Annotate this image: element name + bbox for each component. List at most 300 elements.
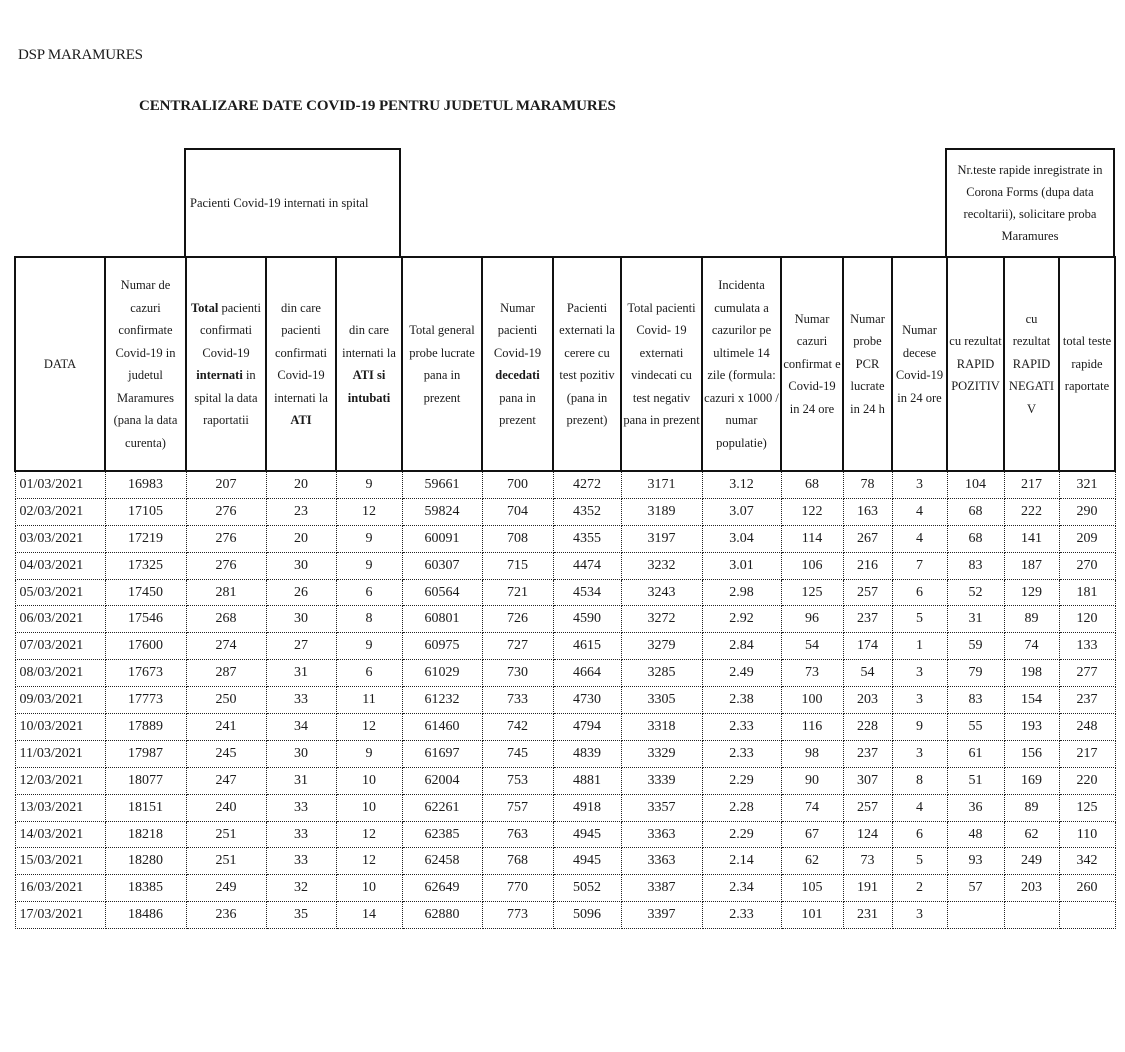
table-header-row bbox=[15, 257, 1115, 471]
cell-pcr-24h: 73 bbox=[843, 848, 892, 875]
cell-data: 14/03/2021 bbox=[15, 821, 105, 848]
cell-rapid-negativ: 169 bbox=[1004, 767, 1059, 794]
cell-rapid-total: 181 bbox=[1059, 579, 1115, 606]
column-header-decedati bbox=[482, 257, 553, 471]
cell-decedati: 753 bbox=[482, 767, 553, 794]
cell-incidenta: 2.33 bbox=[702, 740, 781, 767]
cell-rapid-negativ: 249 bbox=[1004, 848, 1059, 875]
cell-total-internati: 287 bbox=[186, 660, 266, 687]
cell-rapid-pozitiv: 31 bbox=[947, 606, 1004, 633]
cell-data: 12/03/2021 bbox=[15, 767, 105, 794]
column-header-text: Numar de cazuri confirmate Covid-19 in judetul Maramures (pana la data curenta) bbox=[113, 278, 178, 450]
cell-cazuri-confirmate: 17773 bbox=[105, 687, 186, 714]
cell-cazuri-24h: 96 bbox=[781, 606, 843, 633]
column-header-text: Total pacienti Covid- 19 externati vindecati cu test negativ pana in prezent bbox=[623, 300, 700, 427]
column-header-text: pacienti confirmati Covid-19 bbox=[199, 300, 262, 360]
cell-decedati: 730 bbox=[482, 660, 553, 687]
cell-incidenta: 2.92 bbox=[702, 606, 781, 633]
column-header-text: cu rezultat RAPID NEGATI V bbox=[1008, 311, 1055, 416]
cell-rapid-total: 110 bbox=[1059, 821, 1115, 848]
cell-externati-vindecati: 3357 bbox=[621, 794, 702, 821]
cell-externati-cerere: 4918 bbox=[553, 794, 621, 821]
cell-internati-ati: 33 bbox=[266, 821, 336, 848]
cell-total-probe: 62649 bbox=[402, 875, 482, 902]
table-row bbox=[15, 471, 1115, 498]
cell-cazuri-24h: 74 bbox=[781, 794, 843, 821]
table-row bbox=[15, 552, 1115, 579]
cell-externati-vindecati: 3189 bbox=[621, 498, 702, 525]
cell-decedati: 757 bbox=[482, 794, 553, 821]
cell-total-internati: 247 bbox=[186, 767, 266, 794]
cell-decedati: 721 bbox=[482, 579, 553, 606]
cell-pcr-24h: 237 bbox=[843, 740, 892, 767]
cell-externati-cerere: 5096 bbox=[553, 902, 621, 929]
cell-data: 04/03/2021 bbox=[15, 552, 105, 579]
cell-externati-cerere: 4664 bbox=[553, 660, 621, 687]
cell-incidenta: 2.33 bbox=[702, 714, 781, 741]
cell-total-probe: 60564 bbox=[402, 579, 482, 606]
cell-externati-vindecati: 3305 bbox=[621, 687, 702, 714]
cell-decese-24h: 1 bbox=[892, 633, 947, 660]
cell-rapid-pozitiv: 59 bbox=[947, 633, 1004, 660]
cell-decese-24h: 3 bbox=[892, 660, 947, 687]
cell-rapid-total: 125 bbox=[1059, 794, 1115, 821]
cell-cazuri-confirmate: 17219 bbox=[105, 525, 186, 552]
cell-externati-cerere: 4730 bbox=[553, 687, 621, 714]
cell-data: 09/03/2021 bbox=[15, 687, 105, 714]
cell-ati-intubati: 9 bbox=[336, 552, 402, 579]
cell-decese-24h: 4 bbox=[892, 525, 947, 552]
cell-total-internati: 276 bbox=[186, 552, 266, 579]
column-header-incidenta bbox=[702, 257, 781, 471]
cell-pcr-24h: 237 bbox=[843, 606, 892, 633]
cell-decese-24h: 3 bbox=[892, 471, 947, 498]
cell-externati-cerere: 4945 bbox=[553, 848, 621, 875]
cell-pcr-24h: 257 bbox=[843, 794, 892, 821]
cell-total-probe: 61460 bbox=[402, 714, 482, 741]
cell-decedati: 742 bbox=[482, 714, 553, 741]
cell-incidenta: 3.12 bbox=[702, 471, 781, 498]
cell-cazuri-24h: 105 bbox=[781, 875, 843, 902]
cell-internati-ati: 35 bbox=[266, 902, 336, 929]
cell-pcr-24h: 54 bbox=[843, 660, 892, 687]
column-header-text: Numar pacienti Covid-19 bbox=[493, 300, 542, 360]
cell-externati-vindecati: 3171 bbox=[621, 471, 702, 498]
document-title: CENTRALIZARE DATE COVID-19 PENTRU JUDETUL MARAMURES bbox=[139, 98, 616, 114]
covid-data-table bbox=[14, 256, 1116, 929]
cell-externati-cerere: 5052 bbox=[553, 875, 621, 902]
cell-rapid-pozitiv: 93 bbox=[947, 848, 1004, 875]
cell-externati-cerere: 4945 bbox=[553, 821, 621, 848]
column-header-externati-cerere bbox=[553, 257, 621, 471]
cell-rapid-pozitiv: 79 bbox=[947, 660, 1004, 687]
cell-data: 05/03/2021 bbox=[15, 579, 105, 606]
column-header-text: decedati bbox=[495, 368, 540, 382]
cell-externati-vindecati: 3285 bbox=[621, 660, 702, 687]
cell-total-probe: 61029 bbox=[402, 660, 482, 687]
column-header-total-internati bbox=[186, 257, 266, 471]
cell-decedati: 770 bbox=[482, 875, 553, 902]
column-header-cazuri-24h bbox=[781, 257, 843, 471]
cell-pcr-24h: 163 bbox=[843, 498, 892, 525]
cell-externati-cerere: 4794 bbox=[553, 714, 621, 741]
column-header-ati-intubati bbox=[336, 257, 402, 471]
cell-decese-24h: 6 bbox=[892, 821, 947, 848]
cell-externati-vindecati: 3329 bbox=[621, 740, 702, 767]
cell-rapid-negativ: 141 bbox=[1004, 525, 1059, 552]
cell-cazuri-24h: 125 bbox=[781, 579, 843, 606]
cell-incidenta: 2.29 bbox=[702, 821, 781, 848]
cell-rapid-total: 277 bbox=[1059, 660, 1115, 687]
table-row bbox=[15, 740, 1115, 767]
cell-total-internati: 240 bbox=[186, 794, 266, 821]
cell-rapid-total: 270 bbox=[1059, 552, 1115, 579]
cell-externati-cerere: 4881 bbox=[553, 767, 621, 794]
column-header-text: Incidenta cumulata a cazurilor pe ultimele 14 zile (formula: cazuri x 1000 / numar populatie) bbox=[704, 278, 779, 450]
cell-externati-vindecati: 3272 bbox=[621, 606, 702, 633]
cell-rapid-total: 220 bbox=[1059, 767, 1115, 794]
cell-cazuri-24h: 98 bbox=[781, 740, 843, 767]
cell-ati-intubati: 11 bbox=[336, 687, 402, 714]
cell-incidenta: 2.49 bbox=[702, 660, 781, 687]
cell-rapid-total: 237 bbox=[1059, 687, 1115, 714]
cell-cazuri-confirmate: 18218 bbox=[105, 821, 186, 848]
column-header-text: din care internati la bbox=[342, 323, 396, 360]
cell-internati-ati: 31 bbox=[266, 660, 336, 687]
cell-total-internati: 241 bbox=[186, 714, 266, 741]
cell-cazuri-24h: 62 bbox=[781, 848, 843, 875]
cell-rapid-negativ: 89 bbox=[1004, 794, 1059, 821]
cell-pcr-24h: 216 bbox=[843, 552, 892, 579]
cell-total-internati: 276 bbox=[186, 498, 266, 525]
cell-rapid-total: 209 bbox=[1059, 525, 1115, 552]
cell-total-internati: 245 bbox=[186, 740, 266, 767]
cell-total-probe: 61232 bbox=[402, 687, 482, 714]
cell-rapid-pozitiv: 83 bbox=[947, 552, 1004, 579]
cell-cazuri-24h: 106 bbox=[781, 552, 843, 579]
cell-ati-intubati: 12 bbox=[336, 714, 402, 741]
cell-decedati: 708 bbox=[482, 525, 553, 552]
group-header-rapid-tests: Nr.teste rapide inregistrate in Corona Forms (dupa data recoltarii), solicitare proba Maramures bbox=[945, 148, 1115, 258]
cell-decedati: 715 bbox=[482, 552, 553, 579]
cell-decese-24h: 5 bbox=[892, 848, 947, 875]
cell-decedati: 700 bbox=[482, 471, 553, 498]
cell-ati-intubati: 12 bbox=[336, 821, 402, 848]
cell-total-internati: 250 bbox=[186, 687, 266, 714]
cell-externati-vindecati: 3339 bbox=[621, 767, 702, 794]
cell-total-probe: 62261 bbox=[402, 794, 482, 821]
table-row bbox=[15, 633, 1115, 660]
cell-incidenta: 2.34 bbox=[702, 875, 781, 902]
cell-internati-ati: 31 bbox=[266, 767, 336, 794]
column-header-externati-vindecati bbox=[621, 257, 702, 471]
column-header-pcr-24h bbox=[843, 257, 892, 471]
cell-total-internati: 249 bbox=[186, 875, 266, 902]
cell-decese-24h: 4 bbox=[892, 794, 947, 821]
column-header-text: ATI bbox=[290, 413, 312, 427]
cell-cazuri-24h: 68 bbox=[781, 471, 843, 498]
cell-rapid-pozitiv: 68 bbox=[947, 498, 1004, 525]
cell-incidenta: 3.07 bbox=[702, 498, 781, 525]
cell-decese-24h: 3 bbox=[892, 902, 947, 929]
cell-decedati: 727 bbox=[482, 633, 553, 660]
cell-decese-24h: 3 bbox=[892, 687, 947, 714]
cell-incidenta: 2.38 bbox=[702, 687, 781, 714]
cell-cazuri-confirmate: 18280 bbox=[105, 848, 186, 875]
cell-cazuri-24h: 116 bbox=[781, 714, 843, 741]
cell-cazuri-confirmate: 18385 bbox=[105, 875, 186, 902]
organization-label: DSP MARAMURES bbox=[18, 47, 143, 63]
cell-pcr-24h: 228 bbox=[843, 714, 892, 741]
cell-incidenta: 2.33 bbox=[702, 902, 781, 929]
cell-externati-vindecati: 3318 bbox=[621, 714, 702, 741]
column-header-text: Pacienti externati la cerere cu test pozitiv (pana in prezent) bbox=[559, 300, 615, 427]
table-row bbox=[15, 714, 1115, 741]
cell-pcr-24h: 203 bbox=[843, 687, 892, 714]
cell-cazuri-confirmate: 17987 bbox=[105, 740, 186, 767]
cell-rapid-negativ: 154 bbox=[1004, 687, 1059, 714]
table-row bbox=[15, 660, 1115, 687]
cell-rapid-total: 248 bbox=[1059, 714, 1115, 741]
cell-pcr-24h: 174 bbox=[843, 633, 892, 660]
column-header-internati-ati bbox=[266, 257, 336, 471]
cell-decedati: 733 bbox=[482, 687, 553, 714]
cell-rapid-pozitiv: 51 bbox=[947, 767, 1004, 794]
cell-decedati: 726 bbox=[482, 606, 553, 633]
cell-cazuri-confirmate: 18151 bbox=[105, 794, 186, 821]
cell-cazuri-24h: 73 bbox=[781, 660, 843, 687]
cell-cazuri-confirmate: 18486 bbox=[105, 902, 186, 929]
table-row bbox=[15, 525, 1115, 552]
cell-rapid-negativ: 187 bbox=[1004, 552, 1059, 579]
column-header-text: internati bbox=[196, 368, 243, 382]
cell-incidenta: 2.28 bbox=[702, 794, 781, 821]
cell-incidenta: 2.14 bbox=[702, 848, 781, 875]
table-row bbox=[15, 821, 1115, 848]
cell-cazuri-24h: 114 bbox=[781, 525, 843, 552]
table-body bbox=[15, 471, 1115, 929]
column-header-total-probe bbox=[402, 257, 482, 471]
table-row bbox=[15, 606, 1115, 633]
cell-cazuri-confirmate: 17889 bbox=[105, 714, 186, 741]
column-header-text: cu rezultat RAPID POZITIV bbox=[949, 334, 1002, 394]
cell-data: 10/03/2021 bbox=[15, 714, 105, 741]
cell-internati-ati: 30 bbox=[266, 606, 336, 633]
cell-total-probe: 62458 bbox=[402, 848, 482, 875]
cell-externati-cerere: 4590 bbox=[553, 606, 621, 633]
table-row bbox=[15, 579, 1115, 606]
cell-cazuri-confirmate: 17450 bbox=[105, 579, 186, 606]
cell-total-probe: 60307 bbox=[402, 552, 482, 579]
cell-rapid-total: 342 bbox=[1059, 848, 1115, 875]
cell-rapid-total: 133 bbox=[1059, 633, 1115, 660]
cell-total-probe: 62385 bbox=[402, 821, 482, 848]
cell-total-internati: 236 bbox=[186, 902, 266, 929]
cell-total-internati: 251 bbox=[186, 821, 266, 848]
cell-ati-intubati: 12 bbox=[336, 498, 402, 525]
cell-ati-intubati: 10 bbox=[336, 767, 402, 794]
cell-rapid-total: 260 bbox=[1059, 875, 1115, 902]
cell-decese-24h: 7 bbox=[892, 552, 947, 579]
cell-rapid-pozitiv: 52 bbox=[947, 579, 1004, 606]
cell-total-internati: 268 bbox=[186, 606, 266, 633]
cell-total-probe: 62880 bbox=[402, 902, 482, 929]
cell-incidenta: 2.98 bbox=[702, 579, 781, 606]
cell-externati-vindecati: 3387 bbox=[621, 875, 702, 902]
cell-decese-24h: 8 bbox=[892, 767, 947, 794]
cell-rapid-negativ bbox=[1004, 902, 1059, 929]
column-header-text: pana in prezent bbox=[499, 390, 536, 427]
cell-ati-intubati: 14 bbox=[336, 902, 402, 929]
cell-decese-24h: 2 bbox=[892, 875, 947, 902]
cell-rapid-pozitiv: 55 bbox=[947, 714, 1004, 741]
column-header-text: Numar probe PCR lucrate in 24 h bbox=[850, 311, 885, 416]
cell-rapid-pozitiv bbox=[947, 902, 1004, 929]
cell-externati-vindecati: 3232 bbox=[621, 552, 702, 579]
cell-decese-24h: 4 bbox=[892, 498, 947, 525]
cell-rapid-total bbox=[1059, 902, 1115, 929]
cell-internati-ati: 34 bbox=[266, 714, 336, 741]
cell-rapid-negativ: 203 bbox=[1004, 875, 1059, 902]
table-row bbox=[15, 902, 1115, 929]
cell-incidenta: 2.29 bbox=[702, 767, 781, 794]
cell-decese-24h: 3 bbox=[892, 740, 947, 767]
table-row bbox=[15, 875, 1115, 902]
cell-ati-intubati: 10 bbox=[336, 794, 402, 821]
cell-rapid-negativ: 222 bbox=[1004, 498, 1059, 525]
cell-cazuri-24h: 54 bbox=[781, 633, 843, 660]
cell-internati-ati: 23 bbox=[266, 498, 336, 525]
column-header-text: in spital la data raportatii bbox=[194, 368, 258, 427]
cell-pcr-24h: 191 bbox=[843, 875, 892, 902]
cell-data: 02/03/2021 bbox=[15, 498, 105, 525]
cell-rapid-negativ: 89 bbox=[1004, 606, 1059, 633]
cell-data: 17/03/2021 bbox=[15, 902, 105, 929]
table-row bbox=[15, 794, 1115, 821]
cell-rapid-negativ: 193 bbox=[1004, 714, 1059, 741]
cell-externati-vindecati: 3243 bbox=[621, 579, 702, 606]
table-row bbox=[15, 767, 1115, 794]
cell-ati-intubati: 9 bbox=[336, 633, 402, 660]
column-header-text: ATI si intubati bbox=[347, 368, 391, 405]
cell-decese-24h: 6 bbox=[892, 579, 947, 606]
cell-externati-cerere: 4355 bbox=[553, 525, 621, 552]
cell-incidenta: 2.84 bbox=[702, 633, 781, 660]
cell-incidenta: 3.01 bbox=[702, 552, 781, 579]
cell-data: 11/03/2021 bbox=[15, 740, 105, 767]
column-header-text: Numar decese Covid-19 in 24 ore bbox=[895, 323, 944, 405]
cell-pcr-24h: 267 bbox=[843, 525, 892, 552]
cell-cazuri-confirmate: 17546 bbox=[105, 606, 186, 633]
cell-internati-ati: 32 bbox=[266, 875, 336, 902]
cell-decedati: 763 bbox=[482, 821, 553, 848]
cell-cazuri-confirmate: 18077 bbox=[105, 767, 186, 794]
cell-ati-intubati: 12 bbox=[336, 848, 402, 875]
cell-internati-ati: 20 bbox=[266, 471, 336, 498]
cell-rapid-negativ: 129 bbox=[1004, 579, 1059, 606]
column-header-text: Numar cazuri confirmat e Covid-19 in 24 ore bbox=[783, 311, 841, 416]
cell-internati-ati: 27 bbox=[266, 633, 336, 660]
cell-total-probe: 62004 bbox=[402, 767, 482, 794]
cell-incidenta: 3.04 bbox=[702, 525, 781, 552]
cell-externati-vindecati: 3363 bbox=[621, 848, 702, 875]
table-row bbox=[15, 498, 1115, 525]
cell-ati-intubati: 9 bbox=[336, 525, 402, 552]
cell-rapid-negativ: 217 bbox=[1004, 471, 1059, 498]
cell-cazuri-confirmate: 17325 bbox=[105, 552, 186, 579]
column-header-text: din care pacienti confirmati Covid-19 internati la bbox=[274, 300, 328, 405]
column-header-data bbox=[15, 257, 105, 471]
cell-total-probe: 60801 bbox=[402, 606, 482, 633]
cell-rapid-pozitiv: 36 bbox=[947, 794, 1004, 821]
cell-pcr-24h: 124 bbox=[843, 821, 892, 848]
cell-internati-ati: 20 bbox=[266, 525, 336, 552]
cell-rapid-total: 290 bbox=[1059, 498, 1115, 525]
cell-data: 16/03/2021 bbox=[15, 875, 105, 902]
cell-data: 15/03/2021 bbox=[15, 848, 105, 875]
cell-cazuri-confirmate: 17105 bbox=[105, 498, 186, 525]
cell-externati-vindecati: 3397 bbox=[621, 902, 702, 929]
cell-externati-cerere: 4474 bbox=[553, 552, 621, 579]
cell-rapid-pozitiv: 48 bbox=[947, 821, 1004, 848]
cell-data: 13/03/2021 bbox=[15, 794, 105, 821]
column-header-rapid-pozitiv bbox=[947, 257, 1004, 471]
cell-externati-cerere: 4839 bbox=[553, 740, 621, 767]
cell-decese-24h: 5 bbox=[892, 606, 947, 633]
cell-decedati: 768 bbox=[482, 848, 553, 875]
cell-rapid-total: 120 bbox=[1059, 606, 1115, 633]
cell-cazuri-confirmate: 16983 bbox=[105, 471, 186, 498]
cell-rapid-total: 217 bbox=[1059, 740, 1115, 767]
cell-ati-intubati: 8 bbox=[336, 606, 402, 633]
cell-ati-intubati: 9 bbox=[336, 740, 402, 767]
cell-decedati: 773 bbox=[482, 902, 553, 929]
cell-internati-ati: 33 bbox=[266, 848, 336, 875]
cell-cazuri-confirmate: 17673 bbox=[105, 660, 186, 687]
group-header-hospitalized: Pacienti Covid-19 internati in spital bbox=[184, 148, 401, 258]
cell-decedati: 704 bbox=[482, 498, 553, 525]
cell-rapid-pozitiv: 104 bbox=[947, 471, 1004, 498]
cell-pcr-24h: 231 bbox=[843, 902, 892, 929]
cell-internati-ati: 26 bbox=[266, 579, 336, 606]
cell-total-probe: 59824 bbox=[402, 498, 482, 525]
cell-cazuri-24h: 122 bbox=[781, 498, 843, 525]
cell-rapid-pozitiv: 68 bbox=[947, 525, 1004, 552]
column-header-rapid-negativ bbox=[1004, 257, 1059, 471]
cell-externati-vindecati: 3279 bbox=[621, 633, 702, 660]
cell-externati-cerere: 4352 bbox=[553, 498, 621, 525]
cell-internati-ati: 33 bbox=[266, 687, 336, 714]
cell-internati-ati: 30 bbox=[266, 740, 336, 767]
cell-rapid-pozitiv: 57 bbox=[947, 875, 1004, 902]
cell-total-internati: 276 bbox=[186, 525, 266, 552]
cell-ati-intubati: 6 bbox=[336, 579, 402, 606]
cell-data: 06/03/2021 bbox=[15, 606, 105, 633]
table-row bbox=[15, 848, 1115, 875]
cell-rapid-total: 321 bbox=[1059, 471, 1115, 498]
table-row bbox=[15, 687, 1115, 714]
cell-pcr-24h: 257 bbox=[843, 579, 892, 606]
cell-data: 01/03/2021 bbox=[15, 471, 105, 498]
cell-total-probe: 59661 bbox=[402, 471, 482, 498]
cell-ati-intubati: 6 bbox=[336, 660, 402, 687]
cell-rapid-negativ: 198 bbox=[1004, 660, 1059, 687]
cell-decese-24h: 9 bbox=[892, 714, 947, 741]
column-header-text: Total general probe lucrate pana in prezent bbox=[409, 323, 475, 405]
cell-total-internati: 281 bbox=[186, 579, 266, 606]
cell-externati-cerere: 4272 bbox=[553, 471, 621, 498]
column-header-cazuri-confirmate bbox=[105, 257, 186, 471]
